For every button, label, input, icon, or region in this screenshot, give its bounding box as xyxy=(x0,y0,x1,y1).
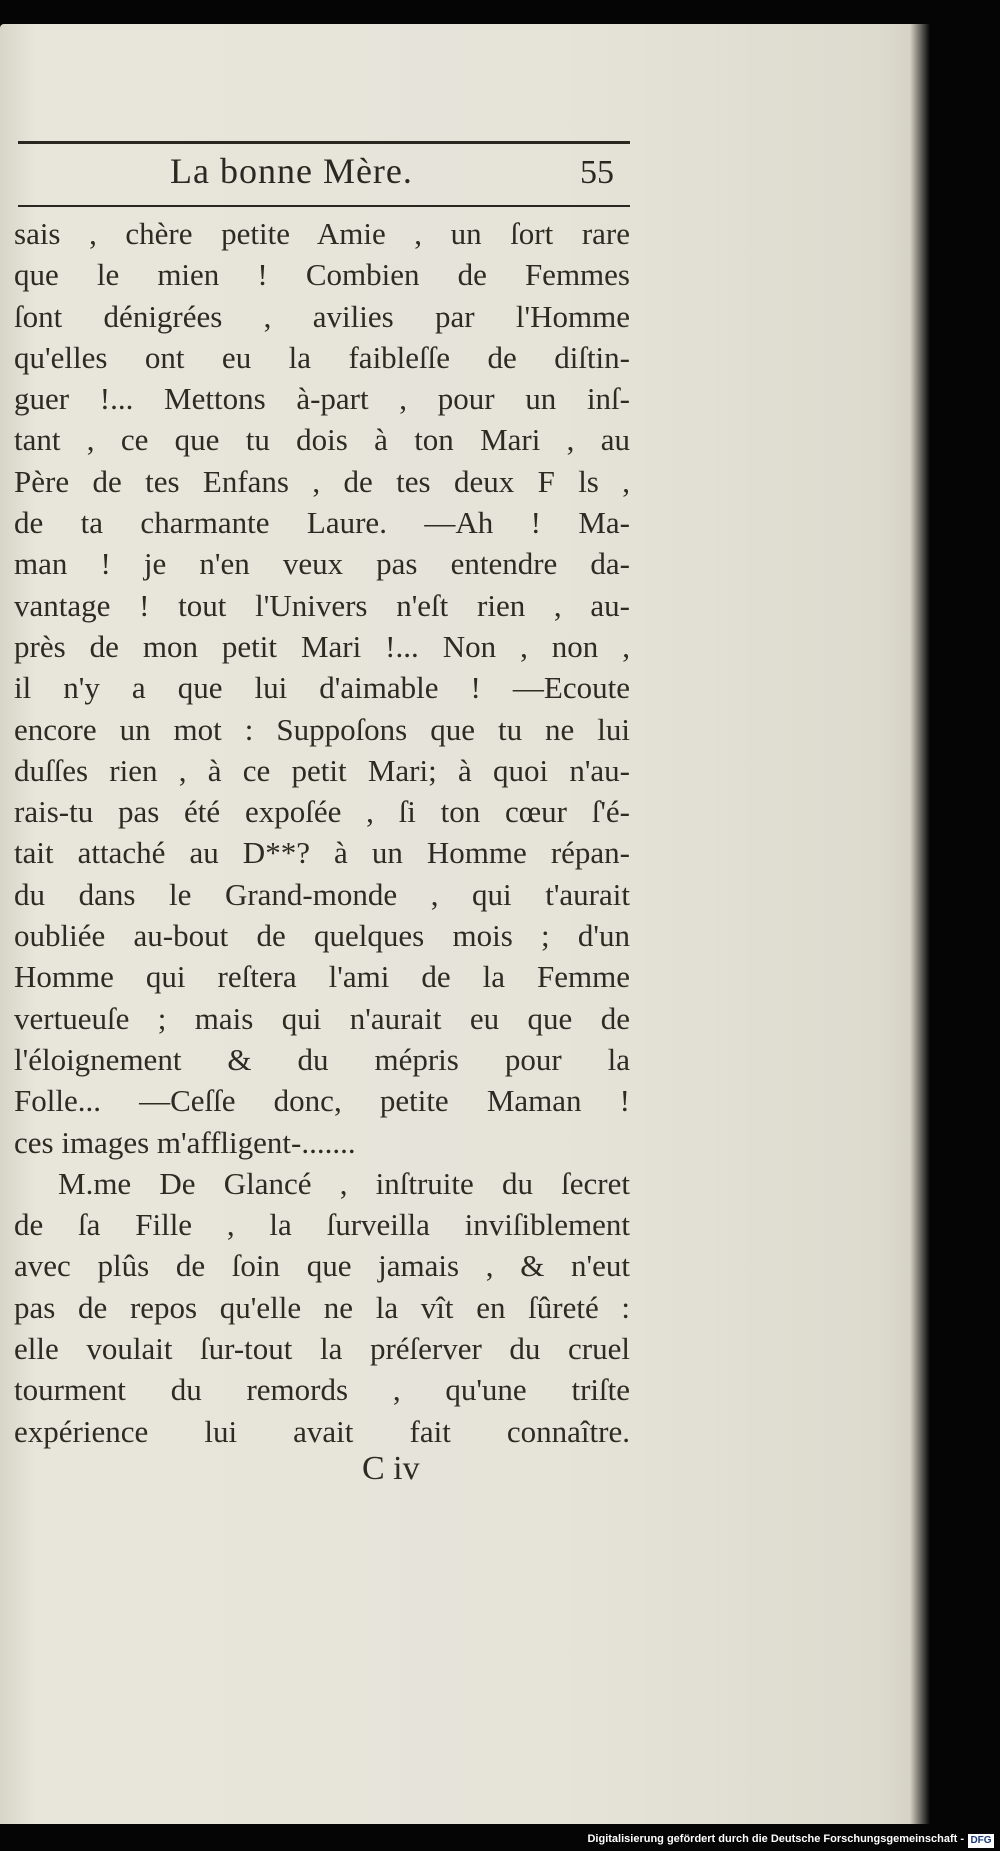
text-line: de ta charmante Laure. —Ah ! Ma- xyxy=(14,505,630,541)
header-bottom-rule xyxy=(18,205,630,207)
text-line: il n'y a que lui d'aimable ! —Ecoute xyxy=(14,670,630,706)
text-line: tourment du remords , qu'une triſte xyxy=(14,1372,630,1408)
text-line: encore un mot : Suppoſons que tu ne lui xyxy=(14,711,630,747)
text-line: man ! je n'en veux pas entendre da- xyxy=(14,546,630,582)
footer-bar xyxy=(0,1832,1000,1851)
text-line: tant , ce que tu dois à ton Mari , au xyxy=(14,422,630,458)
text-line: Folle... —Ceſſe donc, petite Maman ! xyxy=(14,1083,630,1119)
text-line: duſſes rien , à ce petit Mari; à quoi n'au- xyxy=(14,752,630,788)
text-line: avec plûs de ſoin que jamais , & n'eut xyxy=(14,1248,630,1284)
header-top-rule xyxy=(18,141,630,144)
text-line: du dans le Grand-monde , qui t'aurait xyxy=(14,876,630,912)
page-number: 55 xyxy=(580,154,614,191)
text-line: ces images m'affligent-....... xyxy=(14,1124,356,1160)
text-line: ſont dénigrées , avilies par l'Homme xyxy=(14,298,630,334)
text-line: Homme qui reſtera l'ami de la Femme xyxy=(14,959,630,995)
text-line: M.me De Glancé , inſtruite du ſecret xyxy=(58,1165,630,1201)
page-edge-shadow xyxy=(880,24,930,1824)
text-line: elle voulait ſur-tout la préſerver du cruel xyxy=(14,1331,630,1367)
text-line: expérience lui avait fait connaître. xyxy=(14,1413,630,1449)
running-head xyxy=(0,150,630,200)
text-line: de ſa Fille , la ſurveilla inviſiblement xyxy=(14,1207,630,1243)
text-line: l'éloignement & du mépris pour la xyxy=(14,1041,630,1077)
text-line: pas de repos qu'elle ne la vît en ſûreté : xyxy=(14,1289,630,1325)
dfg-logo: DFG xyxy=(968,1834,994,1848)
text-line: vantage ! tout l'Univers n'eſt rien , au- xyxy=(14,587,630,623)
text-line: sais , chère petite Amie , un ſort rare xyxy=(14,216,630,251)
running-title: La bonne Mère. xyxy=(170,151,413,191)
text-line: Père de tes Enfans , de tes deux F ls , xyxy=(14,463,630,499)
text-line: vertueuſe ; mais qui n'aurait eu que de xyxy=(14,1000,630,1036)
text-line: qu'elles ont eu la faibleſſe de diſtin- xyxy=(14,339,630,375)
body-text xyxy=(14,213,630,1452)
text-line: oubliée au-bout de quelques mois ; d'un xyxy=(14,918,630,954)
funding-credit: Digitalisierung gefördert durch die Deutsche Forschungsgemeinschaft - xyxy=(587,1833,964,1845)
text-line: tait attaché au D**? à un Homme répan- xyxy=(14,835,630,871)
text-line: près de mon petit Mari !... Non , non , xyxy=(14,628,630,664)
text-line: rais-tu pas été expoſée , ſi ton cœur ſ'é- xyxy=(14,794,630,830)
text-line: guer !... Mettons à-part , pour un inſ- xyxy=(14,381,630,417)
text-line: que le mien ! Combien de Femmes xyxy=(14,257,630,293)
signature-mark: C iv xyxy=(362,1450,420,1487)
